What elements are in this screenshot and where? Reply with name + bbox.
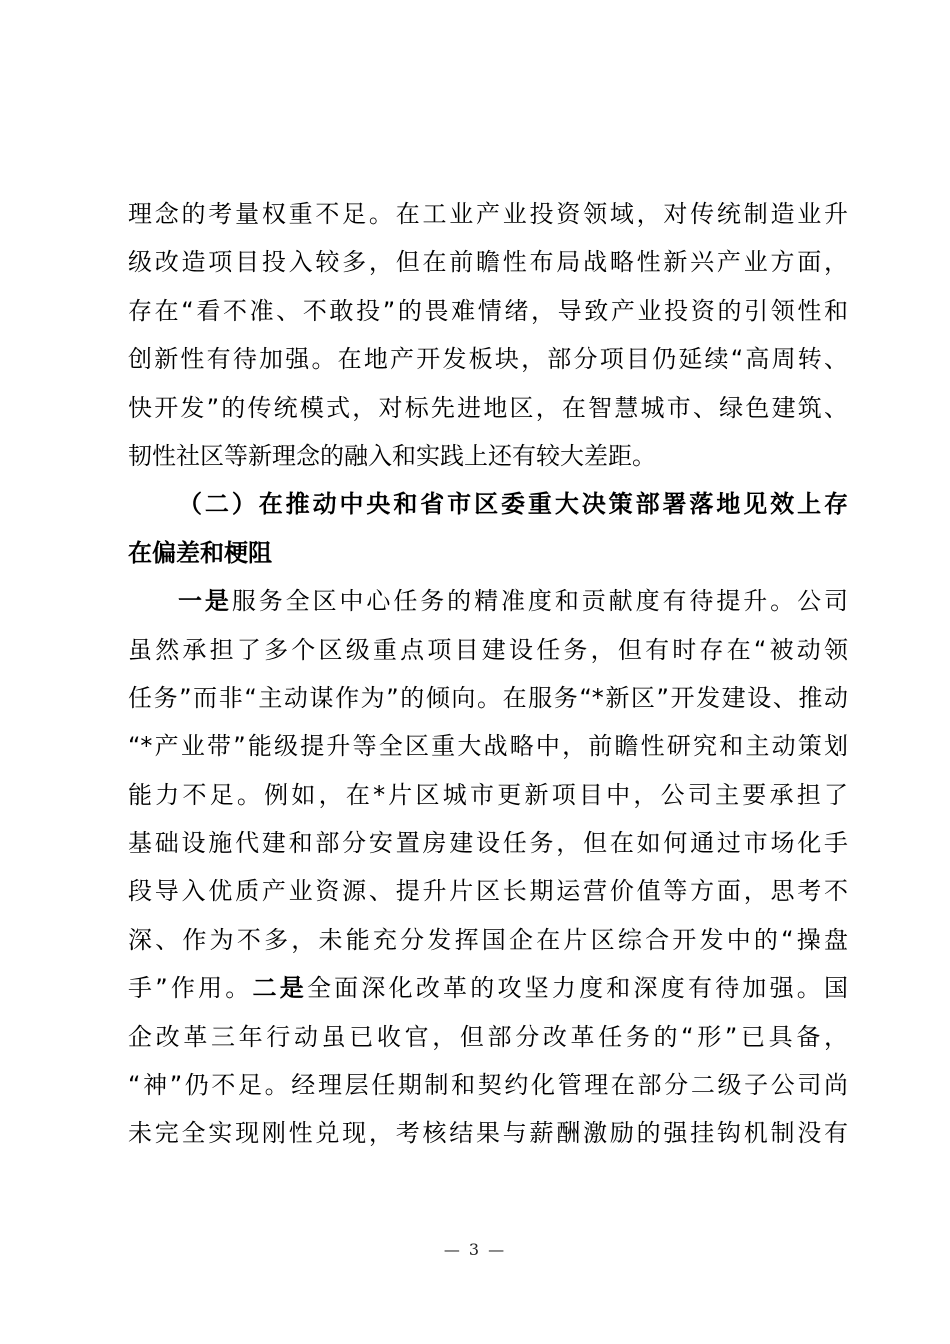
- paragraph-1-line-3: 存在“看不准、不敢投”的畏难情绪，导致产业投资的引领性和: [128, 296, 848, 325]
- second-marker: 二是: [252, 974, 307, 1003]
- paragraph-2-line-9-rest: 全面深化改革的攻坚力度和深度有待加强。国: [306, 974, 849, 1003]
- paragraph-2-line-1: [128, 577, 848, 625]
- paragraph-2-line-3: 任务”而非“主动谋作为”的倾向。在服务“*新区”开发建设、推动: [128, 683, 848, 712]
- paragraph-1-line-6: 韧性社区等新理念的融入和实践上还有较大差距。: [128, 441, 656, 470]
- paragraph-1-line-4: 创新性有待加强。在地产开发板块，部分项目仍延续“高周转、: [128, 345, 848, 374]
- paragraph-2-line-9-start: 手”作用。: [128, 974, 253, 1003]
- section-heading-line-1: （二）在推动中央和省市区委重大决策部署落地见效上存: [178, 490, 848, 519]
- paragraph-2-line-8: 深、作为不多，未能充分发挥国企在片区综合开发中的“操盘: [128, 925, 848, 954]
- paragraph-2-line-7: 段导入优质产业资源、提升片区长期运营价值等方面，思考不: [128, 877, 848, 906]
- paragraph-2-line-10: 企改革三年行动虽已收官，但部分改革任务的“形”已具备，: [128, 1022, 848, 1051]
- first-marker: 一是: [178, 587, 232, 616]
- page-number: — 3 —: [443, 1240, 507, 1259]
- paragraph-1-line-5: 快开发”的传统模式，对标先进地区，在智慧城市、绿色建筑、: [128, 393, 848, 422]
- paragraph-2-line-11: “神”仍不足。经理层任期制和契约化管理在部分二级子公司尚: [128, 1071, 848, 1100]
- paragraph-2-line-9: [128, 964, 848, 1012]
- section-heading-line-2: 在偏差和梗阻: [128, 538, 272, 567]
- paragraph-2-line-12: 未完全实现刚性兑现，考核结果与薪酬激励的强挂钩机制没有: [128, 1119, 848, 1148]
- paragraph-1-line-1: 理念的考量权重不足。在工业产业投资领域，对传统制造业升: [128, 200, 848, 228]
- paragraph-2-line-6: 基础设施代建和部分安置房建设任务，但在如何通过市场化手: [128, 829, 848, 858]
- paragraph-2-line-5: 能力不足。例如，在*片区城市更新项目中，公司主要承担了: [128, 780, 848, 809]
- paragraph-2-line-1-text: 服务全区中心任务的精准度和贡献度有待提升。公司: [231, 587, 849, 616]
- paragraph-2-line-4: “*产业带”能级提升等全区重大战略中，前瞻性研究和主动策划: [128, 732, 848, 761]
- paragraph-1-line-2: 级改造项目投入较多，但在前瞻性布局战略性新兴产业方面，: [128, 248, 848, 277]
- document-body: [128, 190, 848, 1158]
- paragraph-2-line-2: 虽然承担了多个区级重点项目建设任务，但有时存在“被动领: [128, 635, 848, 664]
